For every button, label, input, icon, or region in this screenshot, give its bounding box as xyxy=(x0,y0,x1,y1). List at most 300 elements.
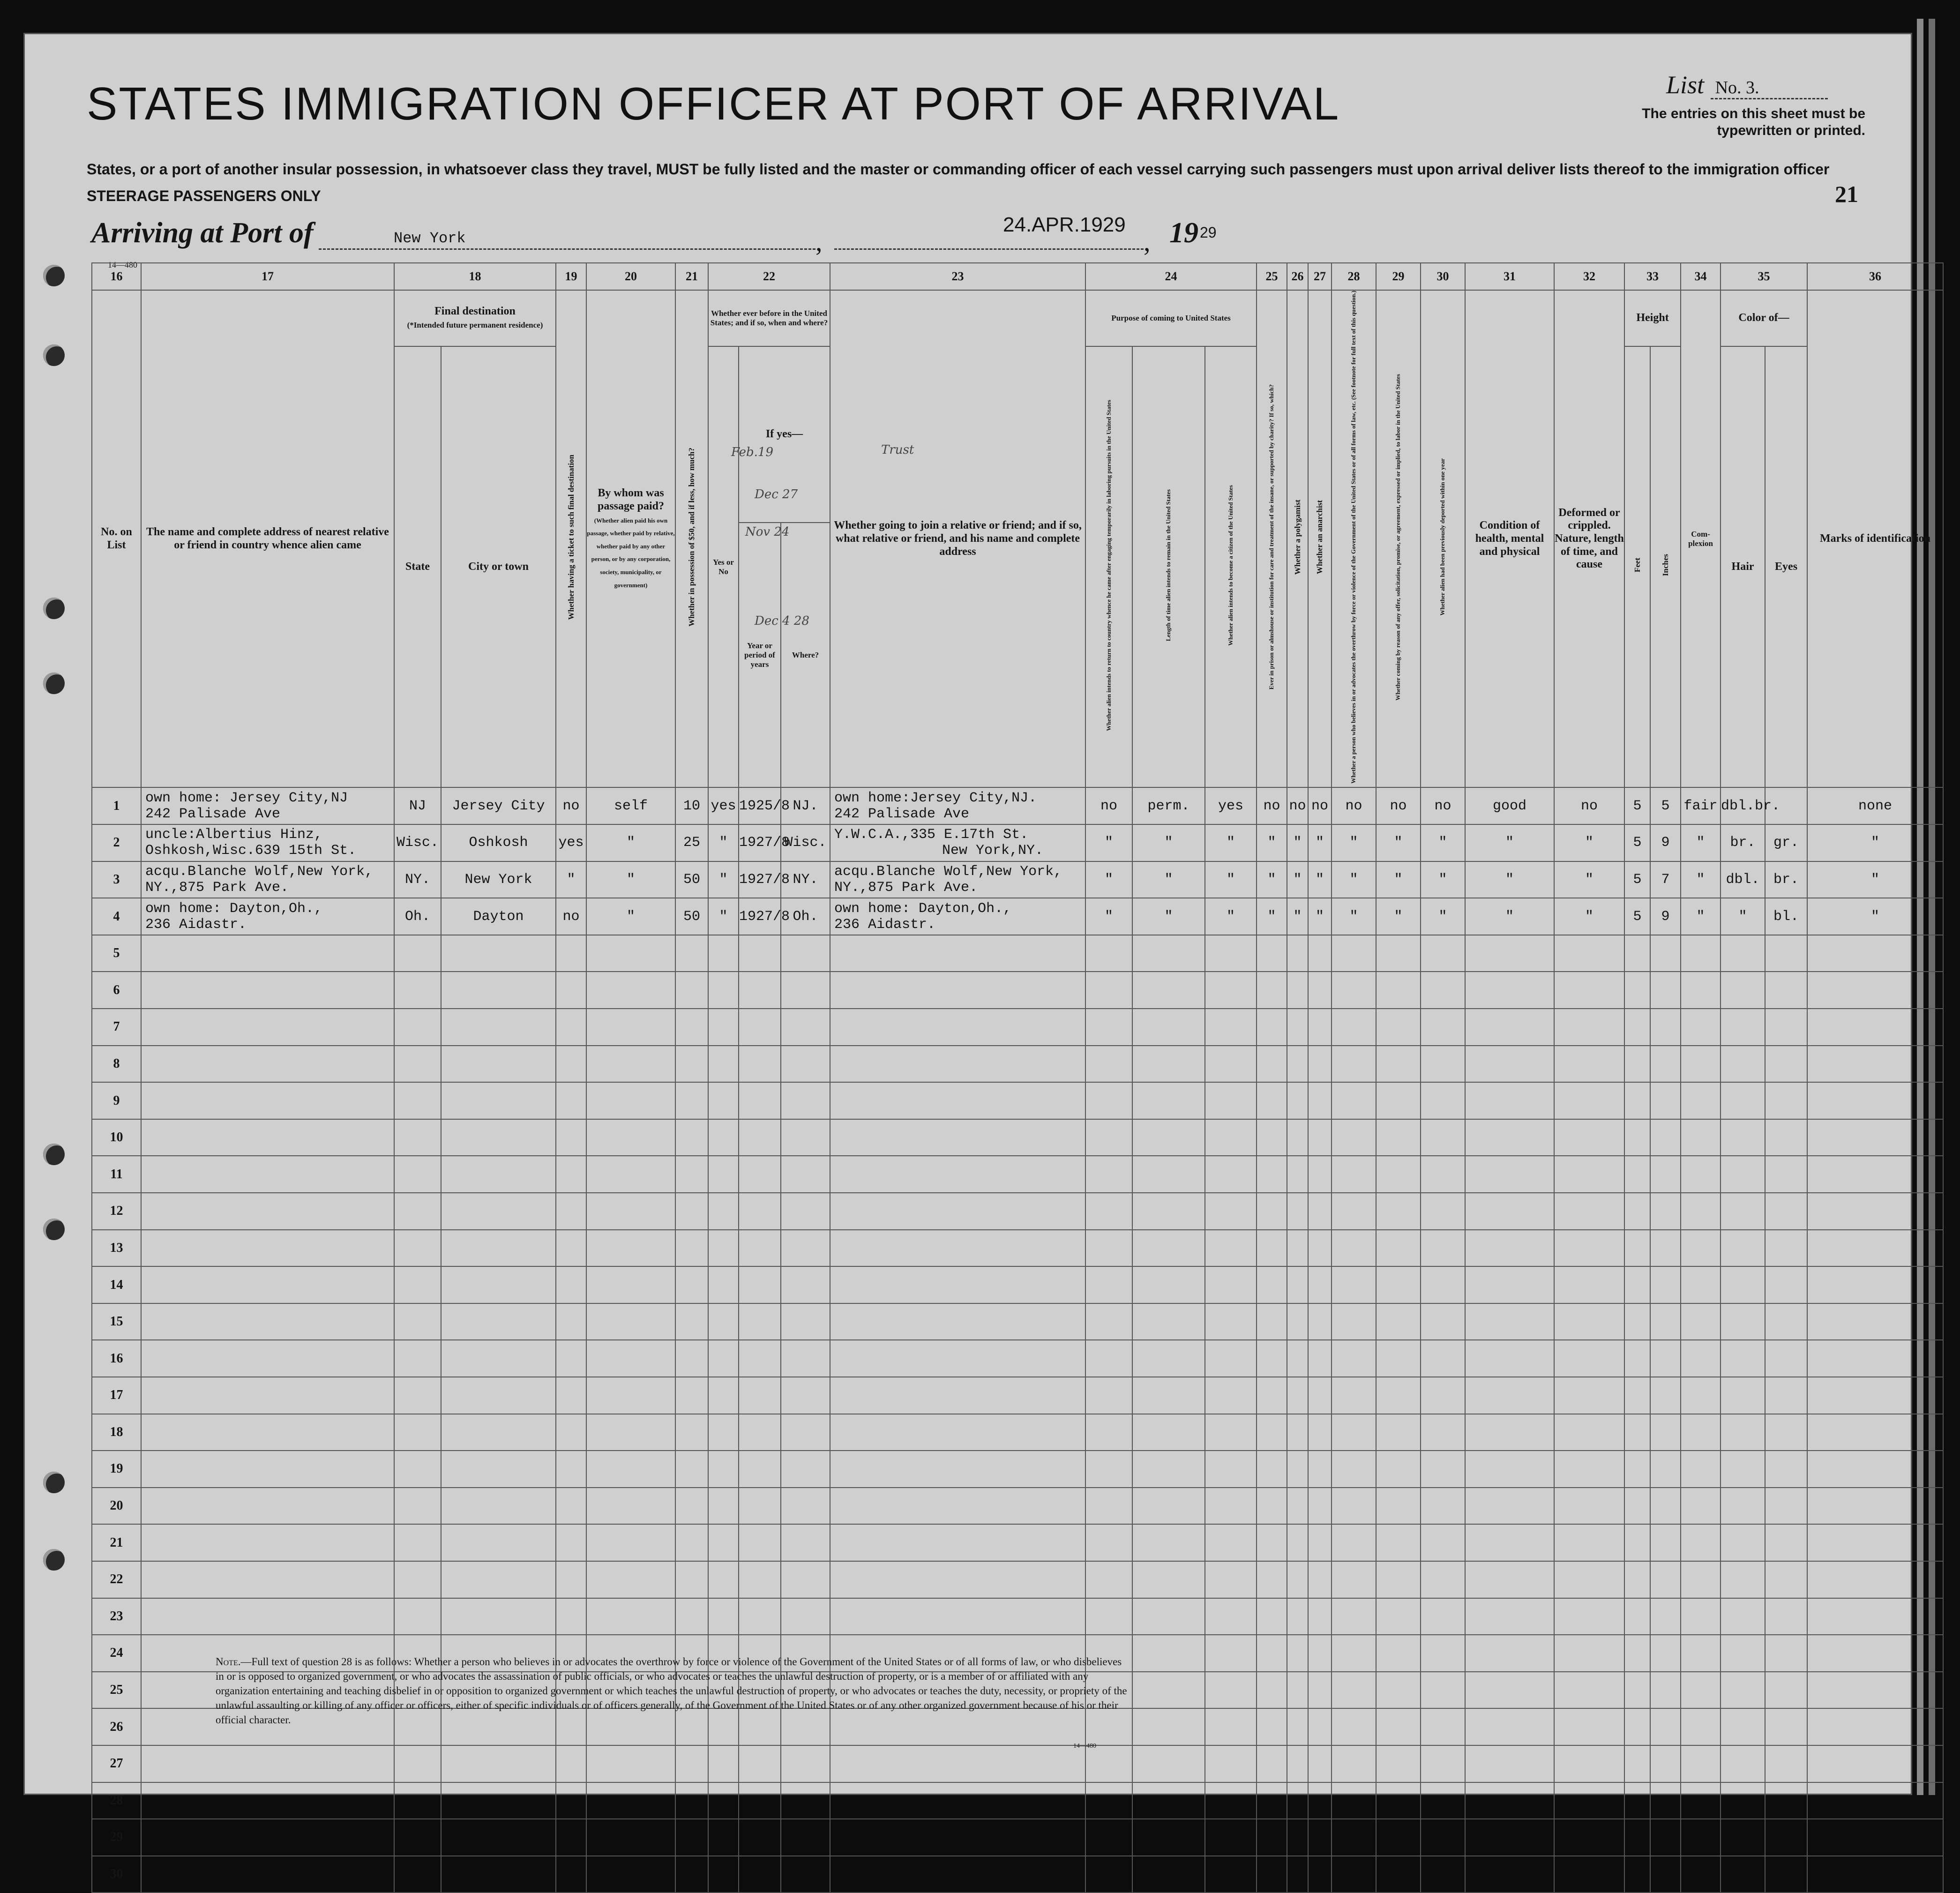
empty-cell xyxy=(1807,1782,1943,1819)
empty-cell xyxy=(394,935,441,972)
empty-cell xyxy=(708,1082,739,1119)
empty-cell xyxy=(1421,1156,1465,1193)
empty-cell xyxy=(1308,1488,1332,1525)
empty-cell xyxy=(1132,1156,1205,1193)
table-row xyxy=(92,1598,1943,1635)
empty-cell xyxy=(141,1009,394,1046)
empty-cell xyxy=(830,1377,1085,1414)
row-number: 14 xyxy=(92,1266,141,1303)
empty-cell xyxy=(1554,1193,1624,1230)
empty-cell xyxy=(1807,1414,1943,1451)
empty-cell xyxy=(1205,1635,1257,1672)
return-cell: no xyxy=(1085,787,1132,824)
empty-cell xyxy=(1257,1230,1287,1267)
empty-cell xyxy=(675,1046,708,1083)
empty-cell xyxy=(1807,1009,1943,1046)
empty-cell xyxy=(1205,1230,1257,1267)
empty-cell xyxy=(781,1193,830,1230)
empty-cell xyxy=(1554,972,1624,1009)
empty-cell xyxy=(1765,1819,1807,1856)
empty-cell xyxy=(586,1156,675,1193)
empty-cell xyxy=(1308,1266,1332,1303)
page-title: STATES IMMIGRATION OFFICER AT PORT OF ARRIVAL xyxy=(87,78,1340,129)
empty-cell xyxy=(1287,1009,1308,1046)
empty-cell xyxy=(1650,1377,1681,1414)
empty-cell xyxy=(675,1561,708,1598)
citizen-cell: " xyxy=(1205,898,1257,935)
empty-cell xyxy=(1681,1856,1721,1893)
empty-cell xyxy=(1465,1451,1554,1488)
empty-cell xyxy=(1332,1266,1376,1303)
empty-cell xyxy=(1421,1635,1465,1672)
empty-cell xyxy=(739,1856,781,1893)
empty-cell xyxy=(1257,1046,1287,1083)
footnote-heading: Note. xyxy=(216,1656,241,1668)
header-q30 xyxy=(1421,290,1465,787)
column-number-row xyxy=(92,263,1943,290)
empty-cell xyxy=(1085,1598,1132,1635)
empty-cell xyxy=(1257,972,1287,1009)
empty-cell xyxy=(1681,1266,1721,1303)
empty-cell xyxy=(1332,1488,1376,1525)
empty-cell xyxy=(1132,1119,1205,1156)
deformed-cell: no xyxy=(1554,787,1624,824)
empty-cell xyxy=(141,1156,394,1193)
empty-cell xyxy=(1376,1745,1421,1782)
empty-cell xyxy=(1287,1266,1308,1303)
before-cell: " xyxy=(708,824,739,861)
empty-cell xyxy=(1332,1524,1376,1561)
empty-cell xyxy=(1376,1451,1421,1488)
empty-cell xyxy=(1624,1303,1650,1340)
empty-cell xyxy=(1308,1524,1332,1561)
empty-cell xyxy=(1308,935,1332,972)
empty-cell xyxy=(1681,1782,1721,1819)
empty-cell xyxy=(1554,1082,1624,1119)
empty-cell xyxy=(394,1782,441,1819)
empty-cell xyxy=(556,1856,586,1893)
empty-cell xyxy=(1650,1046,1681,1083)
relative-line-1: own home: Jersey City,NJ xyxy=(145,790,348,806)
empty-cell xyxy=(586,1230,675,1267)
empty-cell xyxy=(1308,1708,1332,1745)
health-cell: " xyxy=(1465,898,1554,935)
empty-cell xyxy=(1765,1009,1807,1046)
empty-cell xyxy=(1807,1230,1943,1267)
empty-cell xyxy=(1205,1819,1257,1856)
empty-cell xyxy=(1681,1561,1721,1598)
empty-cell xyxy=(1132,1230,1205,1267)
empty-cell xyxy=(781,1340,830,1377)
polygamist-cell: " xyxy=(1287,898,1308,935)
empty-cell xyxy=(556,1230,586,1267)
empty-cell xyxy=(1421,1414,1465,1451)
final-destination-note: (*Intended future permanent residence) xyxy=(407,321,543,329)
anarchist-cell: " xyxy=(1308,861,1332,898)
handwritten-annotation: Trust xyxy=(881,443,914,457)
binder-hole xyxy=(43,1472,65,1493)
empty-cell xyxy=(1465,1193,1554,1230)
row-number: 7 xyxy=(92,1009,141,1046)
row-number: 30 xyxy=(92,1856,141,1893)
empty-cell xyxy=(1807,1708,1943,1745)
empty-cell xyxy=(830,1524,1085,1561)
prison-cell: " xyxy=(1257,861,1287,898)
empty-cell xyxy=(1765,1856,1807,1893)
empty-cell xyxy=(441,1488,556,1525)
empty-cell xyxy=(781,1745,830,1782)
empty-cell xyxy=(1205,1193,1257,1230)
row-number: 20 xyxy=(92,1488,141,1525)
header-money xyxy=(675,290,708,787)
empty-cell xyxy=(1085,935,1132,972)
empty-cell xyxy=(1765,1046,1807,1083)
empty-cell xyxy=(1308,1046,1332,1083)
empty-cell xyxy=(1421,1193,1465,1230)
state-cell: NJ xyxy=(394,787,441,824)
length-cell: " xyxy=(1132,824,1205,861)
empty-cell xyxy=(1765,1635,1807,1672)
empty-cell xyxy=(1721,1524,1765,1561)
empty-cell xyxy=(1205,1156,1257,1193)
empty-cell xyxy=(675,1340,708,1377)
empty-cell xyxy=(586,1082,675,1119)
empty-cell xyxy=(1287,1303,1308,1340)
col-number: 30 xyxy=(1421,263,1465,290)
row-number: 15 xyxy=(92,1303,141,1340)
empty-cell xyxy=(675,1303,708,1340)
empty-cell xyxy=(1624,1414,1650,1451)
empty-cell xyxy=(830,1451,1085,1488)
empty-cell xyxy=(586,935,675,972)
row-number: 19 xyxy=(92,1451,141,1488)
empty-cell xyxy=(1376,1303,1421,1340)
empty-cell xyxy=(1287,1598,1308,1635)
empty-cell xyxy=(586,1451,675,1488)
empty-cell xyxy=(830,1782,1085,1819)
empty-cell xyxy=(441,935,556,972)
year-cell: 1927/8 xyxy=(739,898,781,935)
header-anarchist-text: Whether an anarchist xyxy=(1315,500,1324,574)
header-ticket-text: Whether having a ticket to such final destination xyxy=(566,454,576,620)
relative-line-1: acqu.Blanche Wolf,New York, xyxy=(145,863,374,880)
empty-cell xyxy=(1681,1414,1721,1451)
empty-cell xyxy=(739,1524,781,1561)
empty-cell xyxy=(1308,1377,1332,1414)
empty-cell xyxy=(1624,935,1650,972)
empty-cell xyxy=(1554,1119,1624,1156)
empty-cell xyxy=(708,1451,739,1488)
empty-cell xyxy=(830,935,1085,972)
list-value: No. 3. xyxy=(1711,77,1828,99)
empty-cell xyxy=(675,1266,708,1303)
empty-cell xyxy=(1287,1635,1308,1672)
empty-cell xyxy=(441,1303,556,1340)
port-field-line xyxy=(319,248,815,250)
header-where: Where? xyxy=(781,523,830,787)
empty-cell xyxy=(1132,1672,1205,1709)
complexion-cell: " xyxy=(1681,824,1721,861)
empty-cell xyxy=(1308,972,1332,1009)
prison-cell: " xyxy=(1257,898,1287,935)
empty-cell xyxy=(586,1046,675,1083)
comma: , xyxy=(1144,226,1151,257)
empty-cell xyxy=(394,1856,441,1893)
health-cell: " xyxy=(1465,824,1554,861)
empty-cell xyxy=(586,1561,675,1598)
year-cell: 1925/8 xyxy=(739,787,781,824)
hair-cell: " xyxy=(1721,898,1765,935)
col-number: 24 xyxy=(1085,263,1257,290)
empty-cell xyxy=(739,972,781,1009)
empty-cell xyxy=(1465,1672,1554,1709)
empty-cell xyxy=(1650,1708,1681,1745)
empty-cell xyxy=(1807,1819,1943,1856)
table-row xyxy=(92,1193,1943,1230)
empty-cell xyxy=(708,1819,739,1856)
empty-cell xyxy=(1257,935,1287,972)
header-before-in-us: Whether ever before in the United States; and if so, when and where? xyxy=(708,290,830,346)
empty-cell xyxy=(1257,1598,1287,1635)
empty-cell xyxy=(441,1598,556,1635)
empty-cell xyxy=(1376,1708,1421,1745)
empty-cell xyxy=(1765,1782,1807,1819)
header-deformed: Deformed or crippled. Nature, length of time, and cause xyxy=(1554,290,1624,787)
empty-cell xyxy=(1807,1193,1943,1230)
empty-cell xyxy=(1650,1414,1681,1451)
empty-cell xyxy=(1308,1745,1332,1782)
city-cell: Dayton xyxy=(441,898,556,935)
empty-cell xyxy=(1257,1745,1287,1782)
empty-cell xyxy=(1765,1451,1807,1488)
eyes-cell: bl. xyxy=(1765,898,1807,935)
empty-cell xyxy=(781,1451,830,1488)
empty-cell xyxy=(675,1856,708,1893)
empty-cell xyxy=(1287,1488,1308,1525)
header-eyes: Eyes xyxy=(1765,346,1807,787)
relative-address-cell xyxy=(141,898,394,935)
row-number: 11 xyxy=(92,1156,141,1193)
empty-cell xyxy=(1554,1561,1624,1598)
empty-cell xyxy=(141,1340,394,1377)
empty-cell xyxy=(556,1819,586,1856)
empty-cell xyxy=(441,1119,556,1156)
empty-cell xyxy=(1376,1598,1421,1635)
ticket-cell: no xyxy=(556,898,586,935)
money-cell: 10 xyxy=(675,787,708,824)
empty-cell xyxy=(830,1009,1085,1046)
binder-hole xyxy=(43,344,65,366)
empty-cell xyxy=(1681,1745,1721,1782)
empty-cell xyxy=(556,1340,586,1377)
empty-cell xyxy=(1465,1156,1554,1193)
empty-cell xyxy=(781,1119,830,1156)
q30-cell: " xyxy=(1421,861,1465,898)
return-cell: " xyxy=(1085,898,1132,935)
empty-cell xyxy=(739,1266,781,1303)
empty-cell xyxy=(1308,1414,1332,1451)
empty-cell xyxy=(1376,1193,1421,1230)
empty-cell xyxy=(1465,1009,1554,1046)
empty-cell xyxy=(739,1009,781,1046)
empty-cell xyxy=(1376,1266,1421,1303)
empty-cell xyxy=(556,1524,586,1561)
empty-cell xyxy=(394,1524,441,1561)
empty-cell xyxy=(1807,1119,1943,1156)
empty-cell xyxy=(1465,1377,1554,1414)
empty-cell xyxy=(1624,972,1650,1009)
col-number: 17 xyxy=(141,263,394,290)
empty-cell xyxy=(1205,1009,1257,1046)
empty-cell xyxy=(1376,1377,1421,1414)
empty-cell xyxy=(1554,1708,1624,1745)
empty-cell xyxy=(1465,1708,1554,1745)
empty-cell xyxy=(1765,1745,1807,1782)
empty-cell xyxy=(1465,1524,1554,1561)
empty-cell xyxy=(1085,1451,1132,1488)
join-line-2: NY.,875 Park Ave. xyxy=(834,879,978,896)
empty-cell xyxy=(675,935,708,972)
empty-cell xyxy=(141,1598,394,1635)
empty-cell xyxy=(1765,1488,1807,1525)
empty-cell xyxy=(781,1819,830,1856)
ticket-cell: no xyxy=(556,787,586,824)
empty-cell xyxy=(1465,1782,1554,1819)
empty-cell xyxy=(1085,1230,1132,1267)
empty-cell xyxy=(1308,1561,1332,1598)
empty-cell xyxy=(708,1856,739,1893)
empty-cell xyxy=(1681,1156,1721,1193)
empty-cell xyxy=(1308,1082,1332,1119)
prison-cell: " xyxy=(1257,824,1287,861)
empty-cell xyxy=(739,1561,781,1598)
empty-cell xyxy=(1287,1708,1308,1745)
header-money-text: Whether in possession of $50, and if less, how much? xyxy=(687,448,696,627)
empty-cell xyxy=(1257,1782,1287,1819)
row-number: 9 xyxy=(92,1082,141,1119)
empty-cell xyxy=(1465,1819,1554,1856)
empty-cell xyxy=(394,972,441,1009)
empty-cell xyxy=(141,972,394,1009)
empty-cell xyxy=(556,1193,586,1230)
empty-cell xyxy=(675,1414,708,1451)
empty-cell xyxy=(1765,1230,1807,1267)
before-cell: " xyxy=(708,898,739,935)
feet-cell: 5 xyxy=(1624,861,1650,898)
col-number: 31 xyxy=(1465,263,1554,290)
empty-cell xyxy=(1624,1340,1650,1377)
empty-cell xyxy=(394,1598,441,1635)
empty-cell xyxy=(1132,1193,1205,1230)
row-number: 25 xyxy=(92,1672,141,1709)
col-number: 26 xyxy=(1287,263,1308,290)
empty-cell xyxy=(675,1193,708,1230)
empty-cell xyxy=(1332,1119,1376,1156)
join-cell xyxy=(830,824,1085,861)
empty-cell xyxy=(1132,1451,1205,1488)
empty-cell xyxy=(394,1230,441,1267)
header-ticket xyxy=(556,290,586,787)
empty-cell xyxy=(830,1598,1085,1635)
empty-cell xyxy=(1308,1672,1332,1709)
join-cell xyxy=(830,861,1085,898)
empty-cell xyxy=(1465,1488,1554,1525)
header-year: Year or period of years xyxy=(739,523,781,787)
col-number: 28 xyxy=(1332,263,1376,290)
empty-cell xyxy=(1085,1414,1132,1451)
return-cell: " xyxy=(1085,861,1132,898)
header-if-yes: If yes— xyxy=(739,346,830,523)
row-number: 1 xyxy=(92,787,141,824)
empty-cell xyxy=(1624,1524,1650,1561)
empty-cell xyxy=(1332,1672,1376,1709)
money-cell: 50 xyxy=(675,898,708,935)
empty-cell xyxy=(1287,1377,1308,1414)
header-hair: Hair xyxy=(1721,346,1765,787)
empty-cell xyxy=(141,1193,394,1230)
relative-address-cell xyxy=(141,861,394,898)
eyes-cell: gr. xyxy=(1765,824,1807,861)
hair-cell: dbl. xyxy=(1721,861,1765,898)
empty-cell xyxy=(1807,1046,1943,1083)
empty-cell xyxy=(1205,1303,1257,1340)
prison-cell: no xyxy=(1257,787,1287,824)
empty-cell xyxy=(1681,1119,1721,1156)
empty-cell xyxy=(1465,1303,1554,1340)
empty-cell xyxy=(394,1451,441,1488)
empty-cell xyxy=(1085,1561,1132,1598)
empty-cell xyxy=(1650,1009,1681,1046)
handwritten-annotation: Dec 4 28 xyxy=(755,614,809,628)
empty-cell xyxy=(1807,1377,1943,1414)
hair-cell: dbl.br. xyxy=(1721,787,1765,824)
empty-cell xyxy=(1681,1009,1721,1046)
empty-cell xyxy=(1624,1782,1650,1819)
q29-cell: " xyxy=(1376,861,1421,898)
empty-cell xyxy=(1650,1635,1681,1672)
state-cell: Oh. xyxy=(394,898,441,935)
empty-cell xyxy=(1807,1745,1943,1782)
header-q29 xyxy=(1376,290,1421,787)
empty-cell xyxy=(556,935,586,972)
empty-cell xyxy=(1332,1451,1376,1488)
state-cell: Wisc. xyxy=(394,824,441,861)
col-number: 16 xyxy=(92,263,141,290)
header-join-relative: Whether going to join a relative or friend; and if so, what relative or friend, and his name and complete address xyxy=(830,290,1085,787)
q28-cell: " xyxy=(1332,861,1376,898)
empty-cell xyxy=(141,1488,394,1525)
empty-cell xyxy=(1765,1598,1807,1635)
empty-cell xyxy=(1465,935,1554,972)
empty-cell xyxy=(708,1524,739,1561)
port-value: New York xyxy=(394,230,466,247)
row-number: 10 xyxy=(92,1119,141,1156)
empty-cell xyxy=(1807,1488,1943,1525)
complexion-cell: " xyxy=(1681,898,1721,935)
empty-cell xyxy=(1421,1009,1465,1046)
row-number: 27 xyxy=(92,1745,141,1782)
join-line-2: 236 Aidastr. xyxy=(834,916,936,933)
empty-cell xyxy=(1132,1598,1205,1635)
empty-cell xyxy=(1554,935,1624,972)
empty-cell xyxy=(1765,972,1807,1009)
empty-cell xyxy=(1308,1782,1332,1819)
empty-cell xyxy=(1332,1635,1376,1672)
empty-cell xyxy=(1205,1598,1257,1635)
inches-cell: 5 xyxy=(1650,787,1681,824)
empty-cell xyxy=(1807,1635,1943,1672)
empty-cell xyxy=(1624,1561,1650,1598)
